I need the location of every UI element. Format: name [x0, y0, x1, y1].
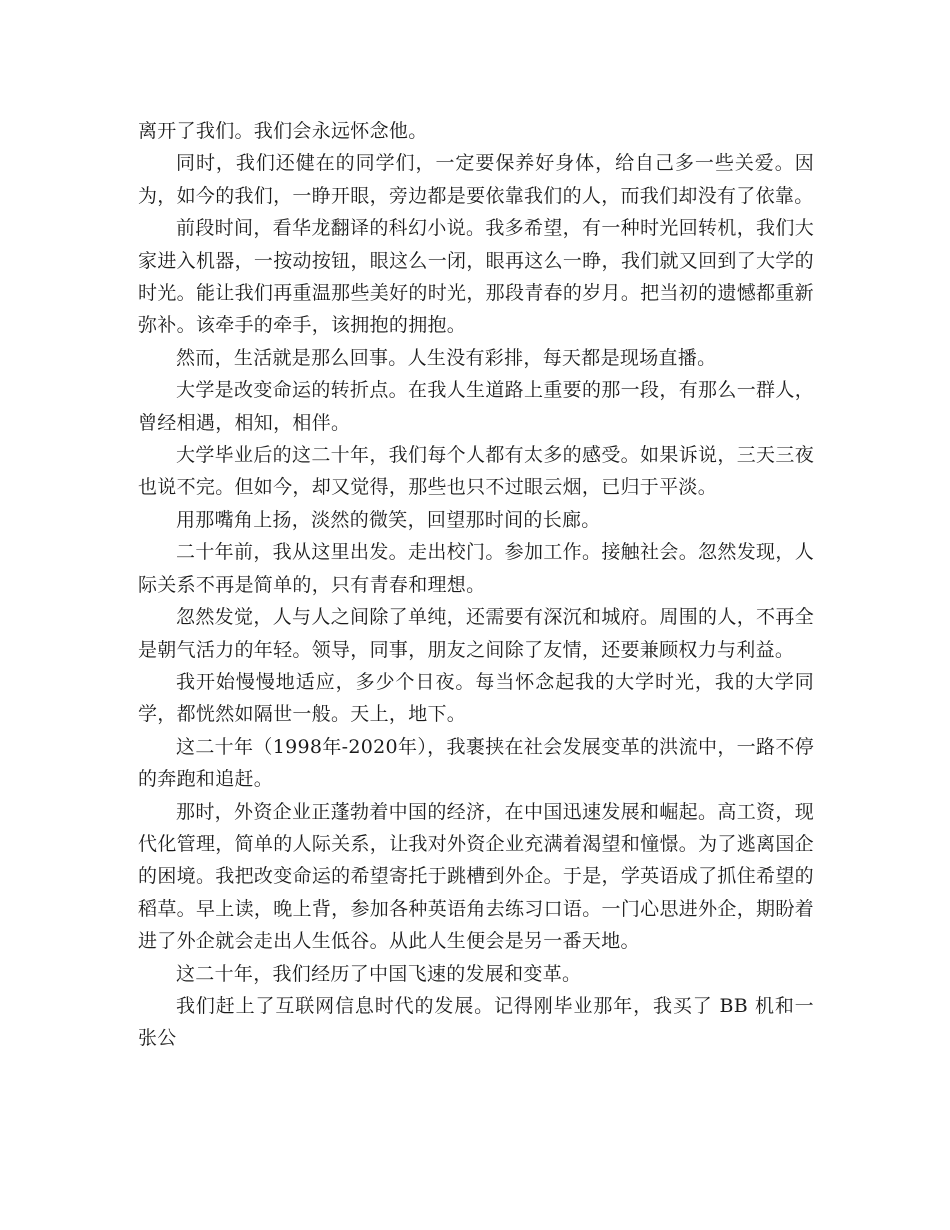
paragraph-5: 大学是改变命运的转折点。在我人生道路上重要的那一段，有那么一群人，曾经相遇，相知，相伴。 [138, 379, 814, 434]
paragraph-7: 用那嘴角上扬，淡然的微笑，回望那时间的长廊。 [176, 508, 601, 531]
paragraph-14: 我们赶上了互联网信息时代的发展。记得刚毕业那年，我买了 BB 机和一张公 [138, 994, 814, 1050]
paragraph-12: 那时，外资企业正蓬勃着中国的经济，在中国迅速发展和崛起。高工资，现代化管理，简单的人际关系，让我对外资企业充满着渴望和憧憬。为了逃离国企的困境。我把改变命运的希望寄托于跳槽到外企。于是，学英语成了抓住希望的稻草。早上读，晚上背，参加各种英语角去练习口语。一门心思进外企，期盼着进了外企就会走出人生低谷。从此人生便会是另一番天地。 [138, 800, 814, 953]
paragraph-6: 大学毕业后的这二十年，我们每个人都有太多的感受。如果诉说，三天三夜也说不完。但如今，却又觉得，那些也只不过眼云烟，已归于平淡。 [138, 444, 814, 499]
document-page [138, 115, 814, 1055]
paragraph-1: 离开了我们。我们会永远怀念他。 [138, 120, 428, 142]
paragraph-4: 然而，生活就是那么回事。人生没有彩排，每天都是现场直播。 [176, 346, 717, 369]
paragraph-10: 我开始慢慢地适应，多少个日夜。每当怀念起我的大学时光，我的大学同学，都恍然如隔世一般。天上，地下。 [138, 670, 814, 726]
paragraph-8: 二十年前，我从这里出发。走出校门。参加工作。接触社会。忽然发现，人际关系不再是简单的，只有青春和理想。 [138, 541, 814, 596]
paragraph-2: 同时，我们还健在的同学们，一定要保养好身体，给自己多一些关爱。因为，如今的我们，一睁开眼，旁边都是要依靠我们的人，而我们却没有了依靠。 [138, 152, 814, 207]
paragraph-9: 忽然发觉，人与人之间除了单纯，还需要有深沉和城府。周围的人，不再全是朝气活力的年轻。领导，同事，朋友之间除了友情，还要兼顾权力与利益。 [138, 606, 814, 661]
paragraph-3: 前段时间，看华龙翻译的科幻小说。我多希望，有一种时光回转机，我们大家进入机器，一按动按钮，眼这么一闭，眼再这么一睁，我们就又回到了大学的时光。能让我们再重温那些美好的时光，那段青春的岁月。把当初的遗憾都重新弥补。该牵手的牵手，该拥抱的拥抱。 [138, 217, 814, 337]
paragraph-13: 这二十年，我们经历了中国飞速的发展和变革。 [176, 962, 582, 985]
paragraph-11: 这二十年（1998年-2020年），我裹挟在社会发展变革的洪流中，一路不停的奔跑和追赶。 [138, 735, 814, 791]
